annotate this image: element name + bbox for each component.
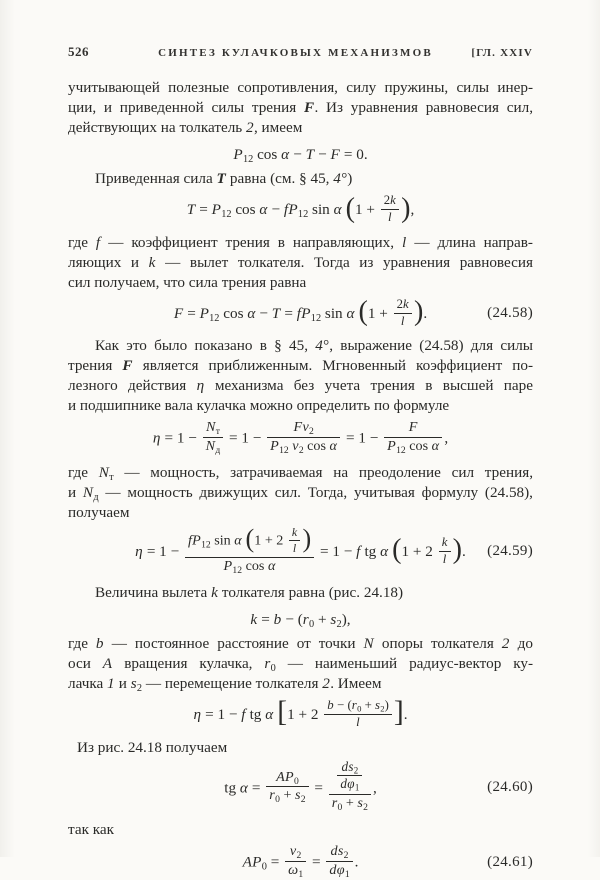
paragraph-from-fig: Из рис. 24.18 получаем: [77, 738, 228, 756]
equation-eta: [68, 419, 533, 456]
text-line: лезного действия η механизма без учета трения в высшей паре: [68, 377, 534, 395]
text-line: учитывающей полезные сопротивления, силу пружины, силы инер-: [68, 79, 533, 96]
paragraph-friction-def: [68, 233, 533, 293]
text-line: сил получаем, что сила трения равна: [68, 273, 307, 291]
equation-24-59: [68, 524, 533, 576]
text-line: и подшипнике вала кулачка можно определить по формуле: [68, 397, 450, 415]
paragraph-intro: [68, 78, 533, 138]
equation-body: $T = P_{12}$ $\cos \alpha - fP_{12}$ sin α (1 + $\frac{2k}{l}$ ),: [186, 192, 415, 225]
equation-number: (24.60): [487, 779, 533, 796]
text-line: где b — постоянное расстояние от точки N опоры толкателя 2 до: [68, 635, 533, 653]
text-line: лачка 1 и $s_2$ — перемещение толкателя 2. Имеем: [68, 675, 382, 695]
text-line: где $N_т$ — мощность, затрачиваемая на преодоление сил трения,: [68, 463, 533, 483]
equation-body: tg α = $\frac{AP_0}{r_0 + s_2}$ = $\frac{\frac{ds_2}{d\varphi_1}}{r_0 + s_2}$ ,: [224, 758, 377, 813]
equation-body: η = 1 − $fP_{12}$ sin α (1 + 2 $\frac{k}{l}$ ) $P_{12}$ cos α = 1 − f tg α (1 + 2 $\frac{k}{l}$ ).: [135, 524, 466, 576]
equation-number: (24.58): [487, 305, 533, 322]
equation-body: $P_{12}$ cos α − T − F = 0.: [233, 145, 368, 165]
equation-body: η = 1 − $N_т$ $N_д$ = 1 − $\frac{Fv_2}{P_{12} v_2 \cos \alpha}$ = 1 − $\frac{F}{P_{12} \cos \alpha}$ ,: [152, 419, 449, 456]
equation-eta-bracket: [68, 696, 533, 731]
paragraph-distance-def: [68, 634, 533, 694]
text-line: и $N_д$ — мощность движущих сил. Тогда, учитывая формулу (24.58),: [68, 483, 533, 503]
text-line: трения F является приближенным. Мгновенный коэффициент по-: [68, 357, 533, 375]
equation-number: (24.59): [487, 543, 533, 560]
paragraph-efficiency: [68, 336, 533, 416]
equation-k: [68, 610, 533, 628]
text-line: оси А вращения кулачка, $r_0$ — наименьший радиус-вектор ку-: [68, 655, 534, 675]
equation-24-61: [68, 843, 533, 880]
equation-24-60: [68, 758, 533, 814]
equation-body: $AP_0$ = $\frac{v_2}{\omega_1}$ = $\frac{ds_2}{d\varphi_1}$ .: [242, 843, 359, 880]
text-line: где f — коэффициент трения в направляющих, l — длина направ-: [68, 233, 533, 251]
text-line: ции, и приведенной силы трения F. Из уравнения равновесия сил,: [68, 99, 533, 116]
paragraph-reduced-force: Приведенная сила T равна (см. § 45, 4°): [95, 170, 353, 188]
equation-body: $F = P_{12}$ $\cos \alpha - T = fP_{12}$ sin α (1 + $\frac{2k}{l}$ ).: [173, 296, 428, 328]
text-line: получаем: [68, 503, 130, 521]
running-title: СИНТЕЗ КУЛАЧКОВЫХ МЕХАНИЗМОВ: [158, 47, 433, 59]
text-line: ляющих и k — вылет толкателя. Тогда из уравнения равновесия: [68, 253, 533, 271]
equation-T: [68, 192, 533, 226]
paragraph-power-def: [68, 463, 533, 523]
page-header: [68, 44, 533, 60]
page-number: 526: [68, 44, 89, 59]
paragraph-since: так как: [68, 821, 115, 839]
text-line: действующих на толкатель 2, имеем: [68, 119, 303, 136]
chapter-label: [ГЛ. XXIV: [471, 47, 533, 59]
equation-24-58: [68, 296, 533, 330]
equation-body: $k = b - (r_0 + s_2)$,: [250, 610, 351, 630]
page-body: [68, 78, 533, 880]
equation-number: (24.61): [487, 854, 533, 871]
text-line: Как это было показано в § 45, 4°, выражение (24.58) для силы: [95, 337, 534, 355]
paragraph-overhang: Величина вылета k толкателя равна (рис. 24.18): [95, 583, 404, 601]
equation-body: η = 1 − f tg α [1 + 2 $\frac{b - (r_0 + s_2)}{l}$ ].: [193, 696, 408, 729]
equation-force-balance: [68, 145, 533, 163]
